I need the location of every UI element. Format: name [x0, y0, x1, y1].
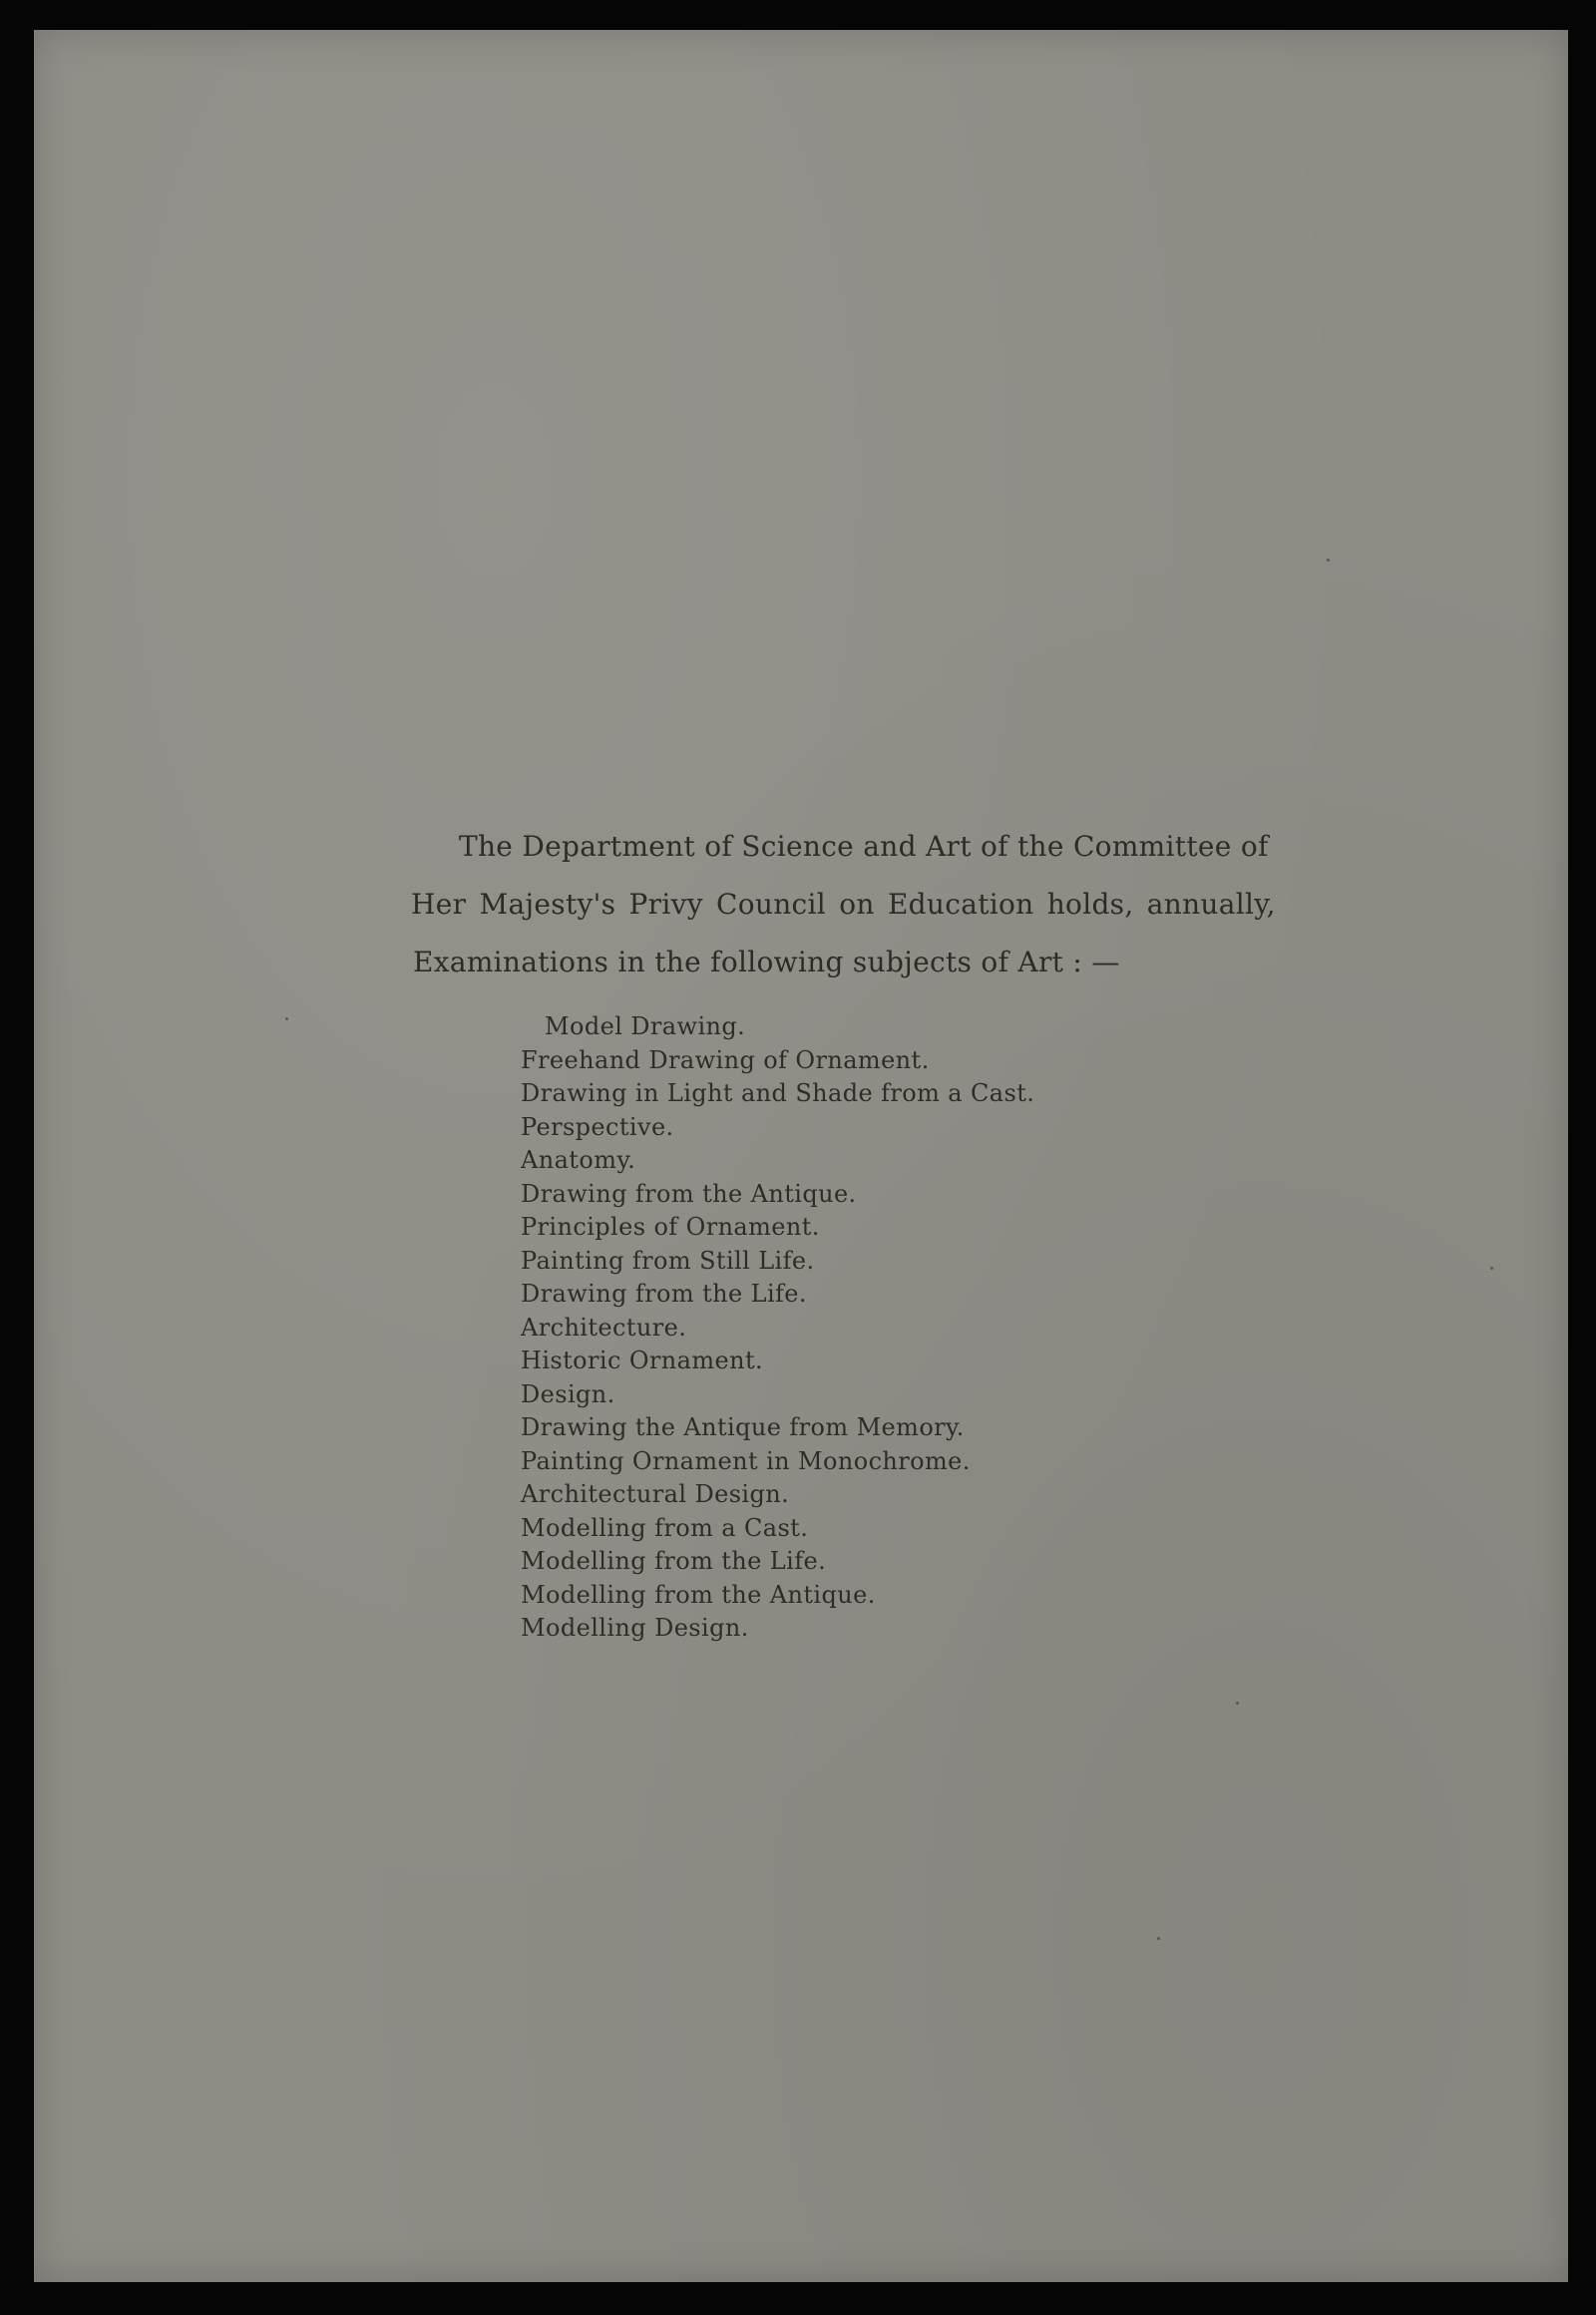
subject-item: Modelling from the Antique. [521, 1580, 876, 1609]
subject-item: Modelling from the Life. [521, 1547, 827, 1575]
subject-item: Painting from Still Life. [521, 1246, 815, 1275]
subject-item: Drawing the Antique from Memory. [521, 1413, 965, 1441]
subject-item: Architecture. [521, 1313, 687, 1342]
subject-item: Drawing from the Life. [521, 1280, 807, 1308]
subjects-list [521, 1010, 1034, 1646]
subject-item: Drawing in Light and Shade from a Cast. [521, 1079, 1035, 1107]
intro-line-3: Examinations in the following subjects of Art : — [413, 946, 1120, 978]
paper-speck [285, 1017, 288, 1020]
subject-item: Principles of Ornament. [521, 1213, 820, 1241]
subject-item: Modelling Design. [521, 1614, 749, 1642]
subject-item: Design. [521, 1379, 615, 1408]
subject-item: Painting Ornament in Monochrome. [521, 1446, 971, 1475]
subject-item: Anatomy. [521, 1146, 636, 1174]
paper-speck [1327, 559, 1330, 562]
subject-item: Historic Ornament. [521, 1347, 764, 1374]
subject-item: Perspective. [521, 1112, 674, 1141]
subject-item: Drawing from the Antique. [521, 1179, 857, 1208]
subject-item: Architectural Design. [521, 1480, 790, 1508]
paper-speck [1157, 1937, 1160, 1940]
intro-paragraph [378, 818, 1276, 991]
intro-line-1: The Department of Science and Art of the Committee of [459, 830, 1269, 863]
paper-speck [1490, 1267, 1493, 1270]
paper-speck [1236, 1702, 1239, 1705]
subject-item: Modelling from a Cast. [521, 1513, 809, 1542]
subject-item: Model Drawing. [545, 1012, 746, 1040]
paper-sheet [34, 30, 1568, 2282]
subject-item: Freehand Drawing of Ornament. [521, 1045, 930, 1074]
intro-line-2: Her Majesty's Privy Council on Education holds, annually, [411, 888, 1276, 921]
